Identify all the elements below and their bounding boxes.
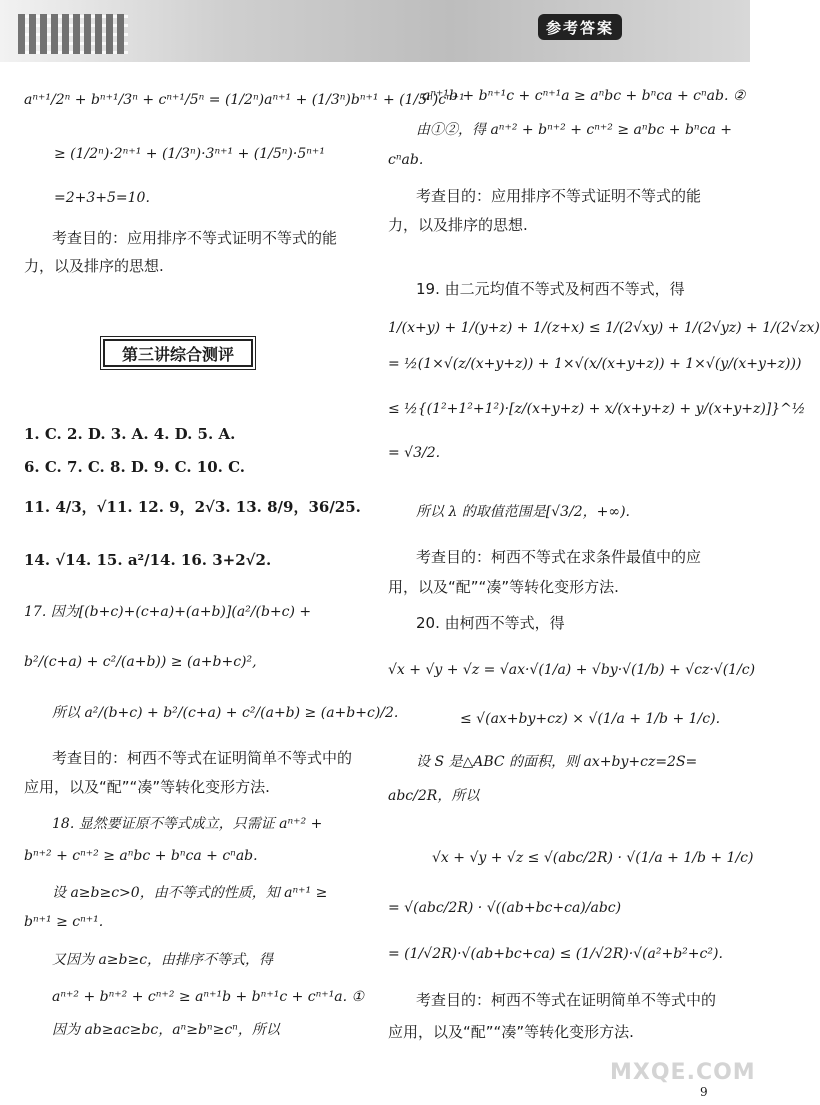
- page-header: [0, 0, 750, 62]
- eq-line: = √(abc/2R) · √((ab+bc+ca)/abc): [388, 900, 622, 916]
- text-line: 设 a≥b≥c>0，由不等式的性质，知 aⁿ⁺¹ ≥: [52, 885, 328, 901]
- section-badge: 参考答案: [538, 14, 622, 40]
- text-line: 力，以及排序的思想.: [388, 216, 528, 234]
- text-line: 因为 ab≥ac≥bc，aⁿ≥bⁿ≥cⁿ，所以: [52, 1022, 280, 1038]
- header-pattern-decoration: [18, 14, 128, 54]
- text-line: 19. 由二元均值不等式及柯西不等式，得: [416, 280, 685, 298]
- eq-line: √x + √y + √z = √ax·√(1/a) + √by·√(1/b) + √cz·√(1/c): [388, 662, 756, 678]
- section-title: 第三讲综合测评: [103, 339, 253, 367]
- text-line: 又因为 a≥b≥c，由排序不等式，得: [52, 952, 274, 968]
- text-line: 考查目的：柯西不等式在求条件最值中的应: [416, 548, 702, 566]
- text-line: 设 S 是△ABC 的面积，则 ax+by+cz=2S=: [416, 754, 698, 770]
- eq-line: = ½(1×√(z/(x+y+z)) + 1×√(x/(x+y+z)) + 1×√(y/(x+y+z))): [388, 356, 802, 372]
- text-line: 20. 由柯西不等式，得: [416, 614, 565, 632]
- text-line: 应用，以及“配”“凑”等转化变形方法.: [24, 778, 270, 796]
- text-line: 考查目的：柯西不等式在证明简单不等式中的: [416, 991, 717, 1009]
- eq-line: =2+3+5=10.: [54, 190, 150, 206]
- eq-line: √x + √y + √z ≤ √(abc/2R) · √(1/a + 1/b + 1/c): [432, 850, 754, 866]
- eq-line: bⁿ⁺¹ ≥ cⁿ⁺¹.: [24, 914, 104, 930]
- answer-row: 6. C. 7. C. 8. D. 9. C. 10. C.: [24, 458, 246, 476]
- eq-line: cⁿab.: [388, 152, 424, 168]
- text-line: 由①②，得 aⁿ⁺² + bⁿ⁺² + cⁿ⁺² ≥ aⁿbc + bⁿca +: [416, 122, 732, 138]
- text-line: 用，以及“配”“凑”等转化变形方法.: [388, 578, 619, 596]
- page-number: 9: [700, 1085, 708, 1099]
- answer-row: 11. 4/3，√11. 12. 9，2√3. 13. 8/9，36/25.: [24, 498, 361, 516]
- eq-line: aⁿ⁺¹b + bⁿ⁺¹c + cⁿ⁺¹a ≥ aⁿbc + bⁿca + cⁿab. ②: [422, 88, 746, 104]
- text-line: 力，以及排序的思想.: [24, 257, 164, 275]
- eq-line: bⁿ⁺² + cⁿ⁺² ≥ aⁿbc + bⁿca + cⁿab.: [24, 848, 258, 864]
- answer-row: 1. C. 2. D. 3. A. 4. D. 5. A.: [24, 425, 236, 443]
- eq-line: = √3/2.: [388, 445, 441, 461]
- watermark: MXQE.COM: [610, 1060, 756, 1085]
- text-line: 18. 显然要证原不等式成立，只需证 aⁿ⁺² +: [52, 816, 323, 832]
- eq-line: 所以 a²/(b+c) + b²/(c+a) + c²/(a+b) ≥ (a+b+c)/2.: [52, 705, 399, 721]
- text-line: 17. 因为[(b+c)+(c+a)+(a+b)](a²/(b+c) +: [24, 604, 312, 620]
- text-line: 考查目的：应用排序不等式证明不等式的能: [416, 187, 702, 205]
- text-line: 所以 λ 的取值范围是[√3/2，+∞).: [416, 504, 630, 520]
- answer-row: 14. √14. 15. a²/14. 16. 3+2√2.: [24, 551, 272, 569]
- eq-line: ≤ √(ax+by+cz) × √(1/a + 1/b + 1/c).: [460, 711, 721, 727]
- eq-line: ≥ (1/2ⁿ)·2ⁿ⁺¹ + (1/3ⁿ)·3ⁿ⁺¹ + (1/5ⁿ)·5ⁿ⁺¹: [54, 146, 325, 162]
- eq-line: b²/(c+a) + c²/(a+b)) ≥ (a+b+c)²,: [24, 654, 257, 670]
- text-line: 应用，以及“配”“凑”等转化变形方法.: [388, 1023, 634, 1041]
- eq-line: abc/2R，所以: [388, 788, 480, 804]
- eq-line: ≤ ½{(1²+1²+1²)·[z/(x+y+z) + x/(x+y+z) + y/(x+y+z)]}^½: [388, 401, 806, 417]
- eq-line: aⁿ⁺¹/2ⁿ + bⁿ⁺¹/3ⁿ + cⁿ⁺¹/5ⁿ = (1/2ⁿ)aⁿ⁺¹ + (1/3ⁿ)bⁿ⁺¹ + (1/5ⁿ)cⁿ⁺¹: [24, 92, 465, 108]
- eq-line: 1/(x+y) + 1/(y+z) + 1/(z+x) ≤ 1/(2√xy) + 1/(2√yz) + 1/(2√zx): [388, 320, 820, 336]
- eq-line: = (1/√2R)·√(ab+bc+ca) ≤ (1/√2R)·√(a²+b²+c²).: [388, 946, 723, 962]
- text-line: 考查目的：柯西不等式在证明简单不等式中的: [52, 749, 353, 767]
- text-line: 考查目的：应用排序不等式证明不等式的能: [52, 229, 338, 247]
- eq-line: aⁿ⁺² + bⁿ⁺² + cⁿ⁺² ≥ aⁿ⁺¹b + bⁿ⁺¹c + cⁿ⁺¹a. ①: [52, 989, 365, 1005]
